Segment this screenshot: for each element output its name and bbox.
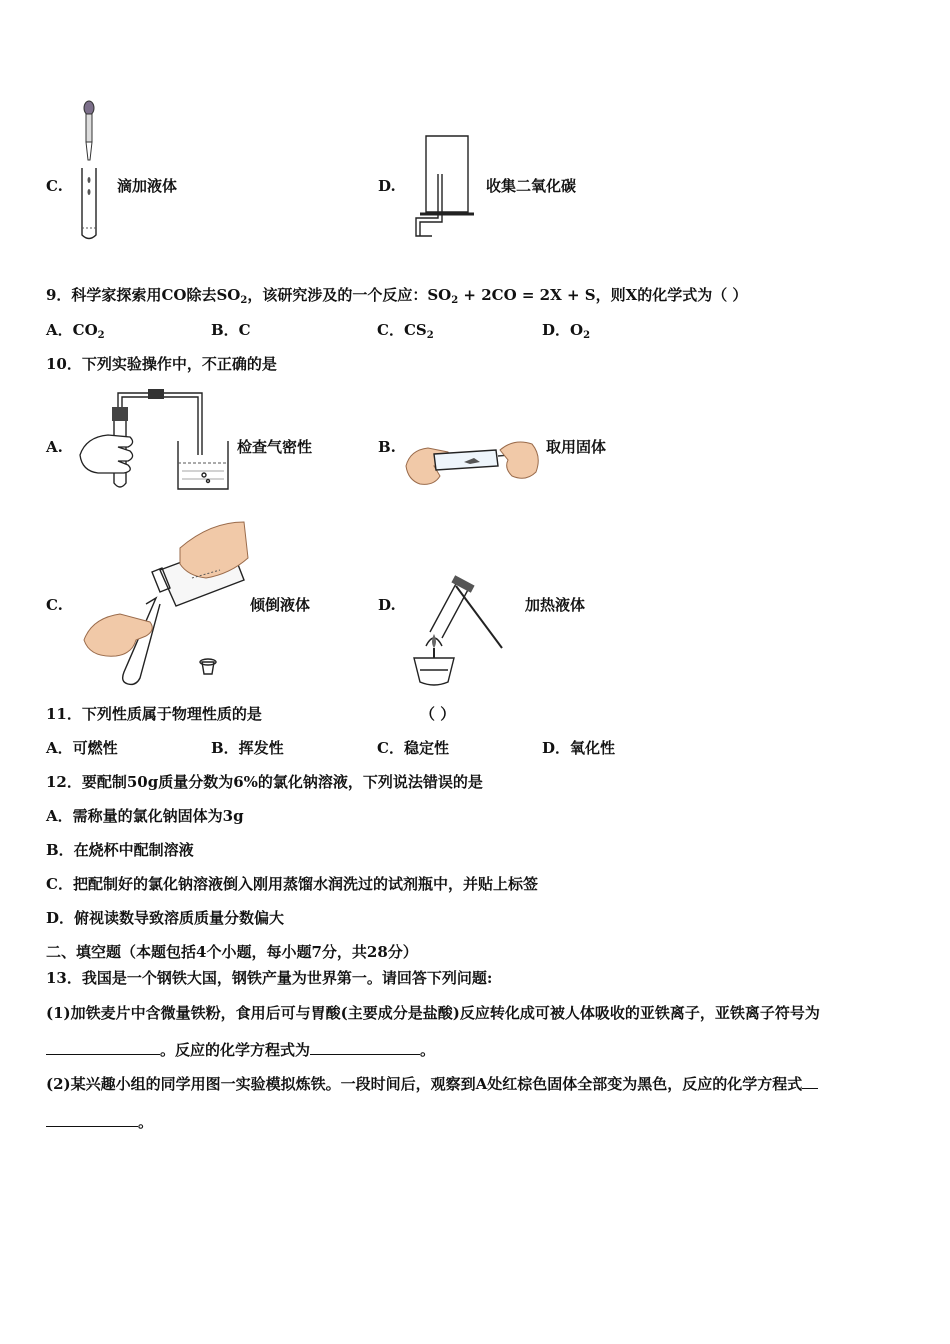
q12-option-c: C．把配制好的氯化钠溶液倒入刚用蒸馏水润洗过的试剂瓶中，并贴上标签 xyxy=(46,875,538,893)
q10-option-b-text: 取用固体 xyxy=(546,438,607,456)
q11-option-c: C．稳定性 xyxy=(377,739,449,757)
q10-option-c-text: 倾倒液体 xyxy=(250,596,311,614)
q11-stem: 11．下列性质属于物理性质的是 xyxy=(46,705,262,723)
q8-option-c-letter: C. xyxy=(46,177,63,195)
q9-option-b: B．C xyxy=(211,321,251,339)
q12-option-a: A．需称量的氯化钠固体为3g xyxy=(46,807,244,825)
answer-blank-3b[interactable] xyxy=(46,1112,138,1127)
q9-option-c: C．$CS_2$ xyxy=(377,321,434,341)
q10-option-a-letter: A. xyxy=(46,438,63,456)
q11-option-b: B．挥发性 xyxy=(211,739,284,757)
q11-option-d: D．氧化性 xyxy=(542,739,616,757)
section-heading: 二、填空题（本题包括4个小题，每小题7分，共28分） xyxy=(46,943,418,961)
q12-option-b: B．在烧杯中配制溶液 xyxy=(46,841,194,859)
q8-option-c-text: 滴加液体 xyxy=(117,177,178,195)
q10-option-a-text: 检查气密性 xyxy=(237,438,313,456)
answer-blank-1[interactable] xyxy=(46,1040,160,1055)
q13-part1: (1)加铁麦片中含微量铁粉，食用后可与胃酸(主要成分是盐酸)反应转化成可被人体吸收的亚铁离子，亚铁离子符号为 xyxy=(46,1004,820,1022)
answer-blank-2[interactable] xyxy=(310,1040,420,1055)
q9-stem: 9．科学家探索用CO除去$SO_2$，该研究涉及的一个反应：$SO_2 + 2CO = 2X + S$，则X的化学式为（ ） xyxy=(46,286,748,306)
q11-answer-paren: （ ） xyxy=(420,705,456,723)
taking-solid-figure xyxy=(404,436,544,492)
q11-option-a: A．可燃性 xyxy=(46,739,118,757)
q12-stem: 12．要配制50g质量分数为6%的氯化钠溶液，下列说法错误的是 xyxy=(46,773,483,791)
q10-option-d-letter: D. xyxy=(378,596,396,614)
q10-option-b-letter: B. xyxy=(378,438,396,456)
q10-option-c-letter: C. xyxy=(46,596,63,614)
q8-option-d-letter: D. xyxy=(378,177,396,195)
q9-option-a: A．$CO_2$ xyxy=(46,321,105,341)
q9-option-d: D．$O_2$ xyxy=(542,321,591,341)
q13-part2: (2)某兴趣小组的同学用图一实验模拟炼铁。一段时间后，观察到A处红棕色固体全部变为黑色，反应的化学方程式 xyxy=(46,1074,818,1094)
q8-option-d-text: 收集二氧化碳 xyxy=(486,177,577,195)
pouring-liquid-figure xyxy=(80,518,250,688)
q10-option-d-text: 加热液体 xyxy=(525,596,586,614)
q13-part1-continued: 。反应的化学方程式为 。 xyxy=(46,1040,435,1060)
q13-part2-continued: 。 xyxy=(46,1112,153,1132)
answer-blank-3a[interactable] xyxy=(802,1074,818,1089)
q12-option-d: D．俯视读数导致溶质质量分数偏大 xyxy=(46,909,285,927)
q10-stem: 10．下列实验操作中，不正确的是 xyxy=(46,355,277,373)
heating-liquid-figure xyxy=(402,574,512,690)
dropper-test-tube-figure xyxy=(72,100,112,245)
airtightness-check-figure xyxy=(78,385,238,495)
gas-collection-bottle-figure xyxy=(412,132,482,242)
q13-stem: 13．我国是一个钢铁大国，钢铁产量为世界第一。请回答下列问题: xyxy=(46,969,493,987)
